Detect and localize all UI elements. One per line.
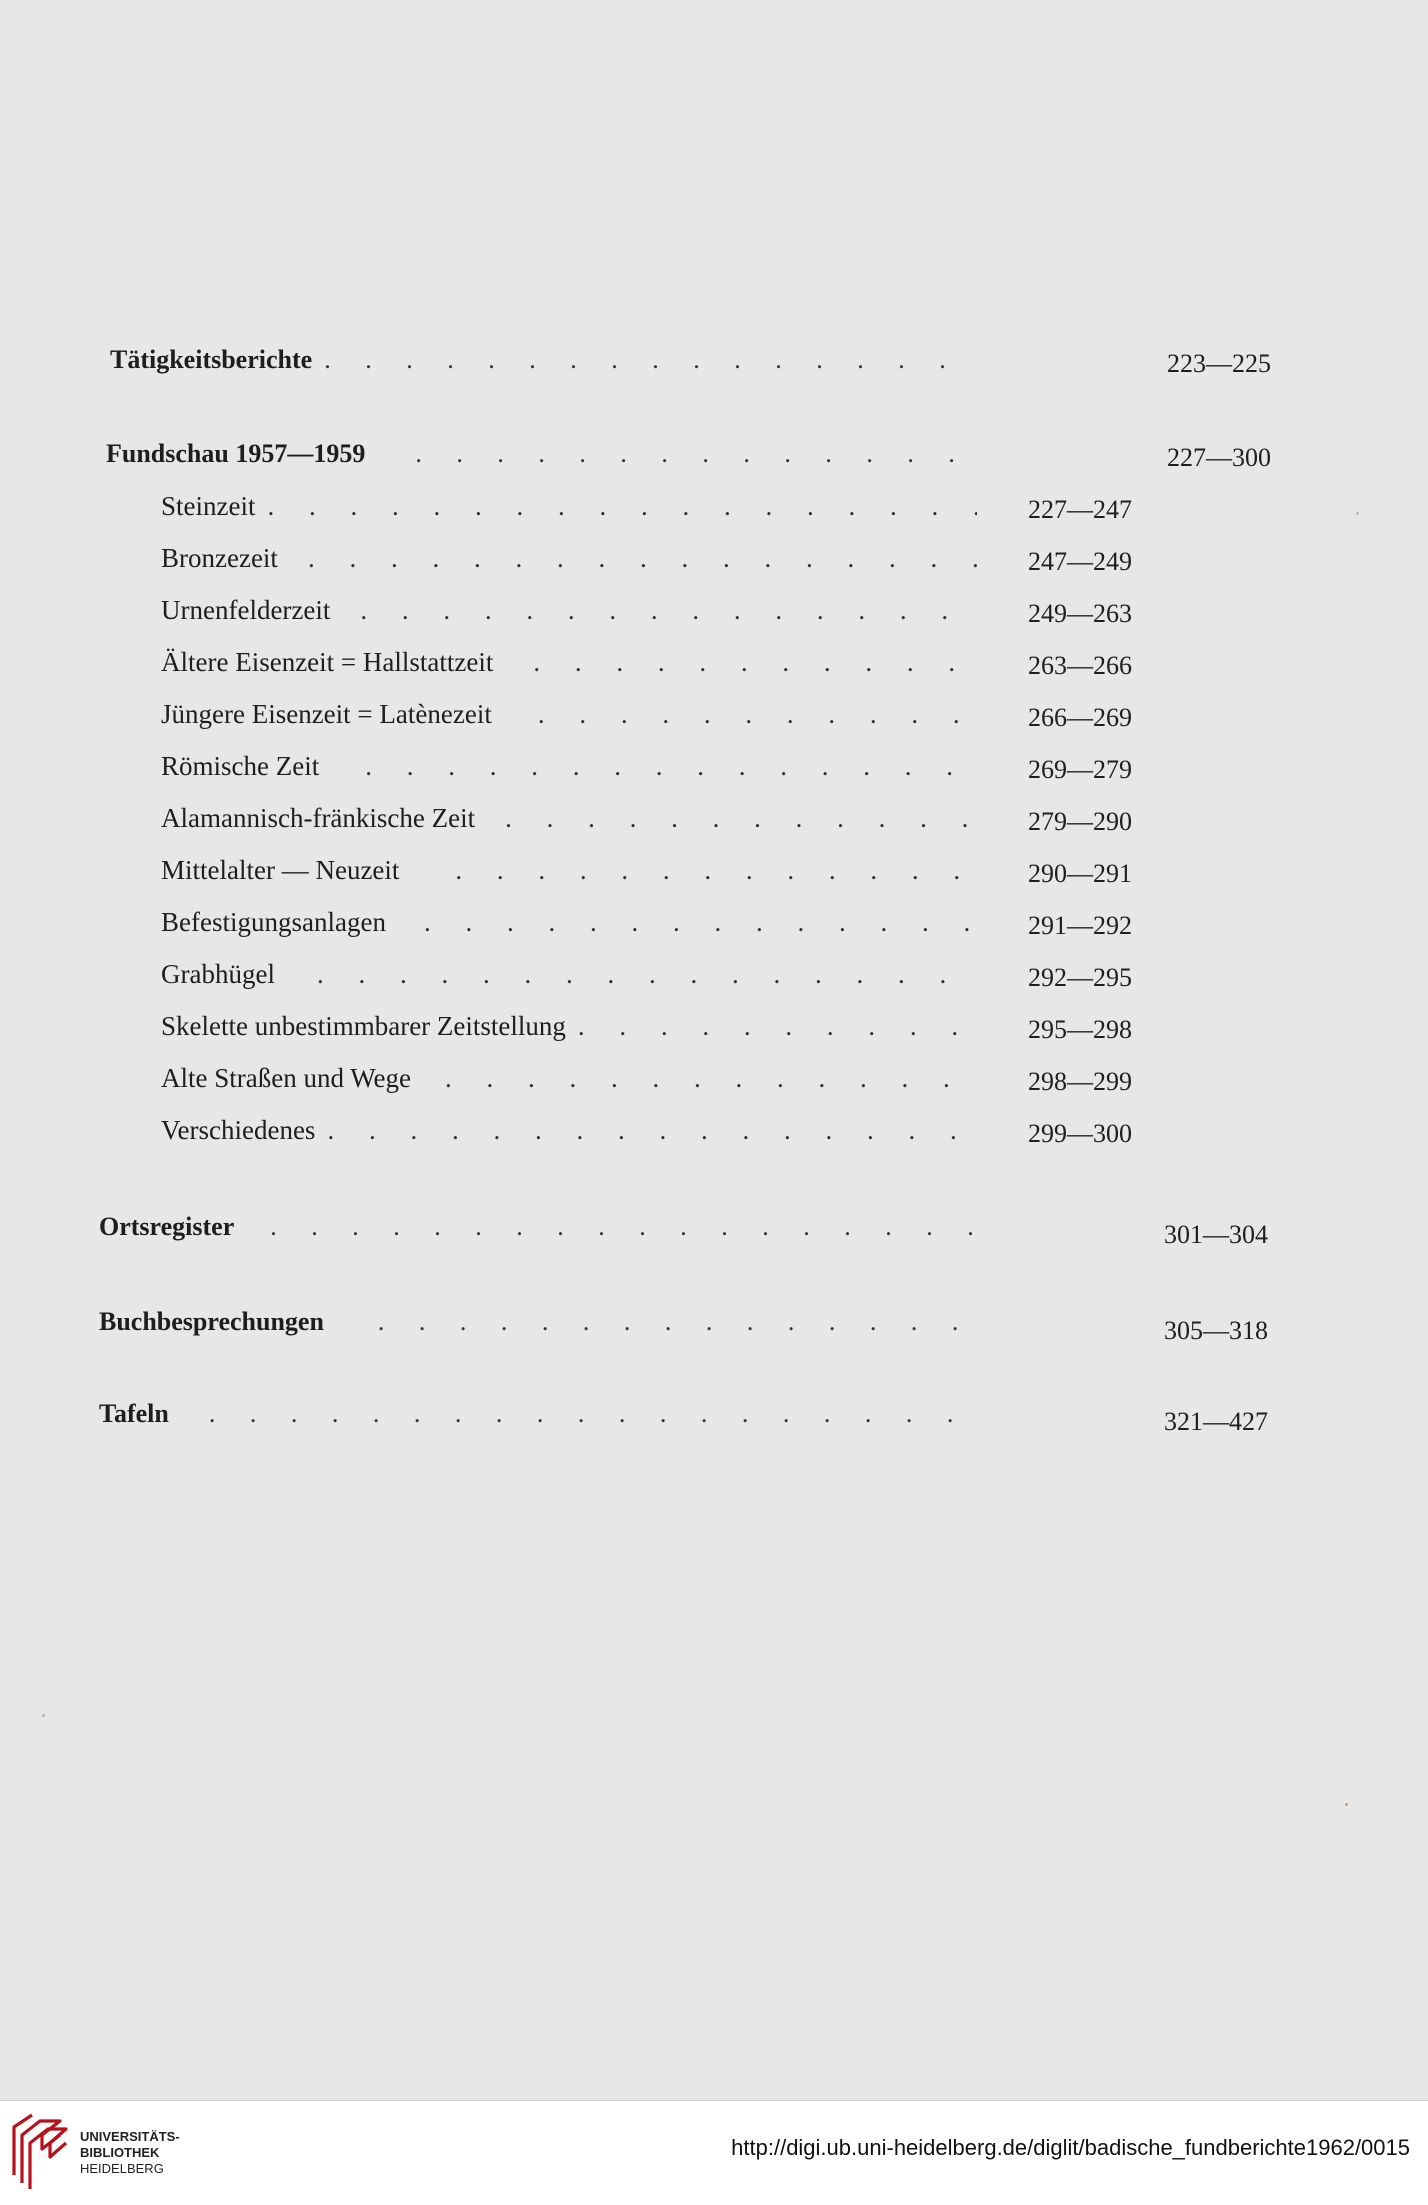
library-name	[80, 2129, 180, 2177]
dot-leader	[455, 850, 977, 890]
footer-bar	[0, 2100, 1428, 2205]
dot-leader	[308, 538, 977, 578]
dot-leader	[270, 1207, 978, 1247]
toc-subentry-roemische-zeit	[161, 746, 989, 786]
toc-subentry-pages: 227—247	[1028, 495, 1132, 524]
toc-subentry-pages: 279—290	[1028, 807, 1132, 836]
toc-subentry-label: Steinzeit	[161, 491, 256, 521]
toc-subentry-label: Alte Straßen und Wege	[161, 1063, 412, 1093]
toc-entry-fundschau	[106, 434, 990, 474]
library-logo-icon	[12, 2113, 72, 2193]
toc-subentry-pages: 298—299	[1028, 1067, 1132, 1096]
toc-subentry-juengere-eisenzeit	[161, 694, 989, 734]
toc-subentry-bronzezeit	[161, 538, 989, 578]
toc-subentry-pages: 290—291	[1028, 859, 1132, 888]
toc-subentry-label: Verschiedenes	[161, 1115, 316, 1145]
dot-leader	[327, 1110, 977, 1150]
dot-leader	[578, 1006, 977, 1046]
toc-subentry-pages: 263—266	[1028, 651, 1132, 680]
toc-entry-ortsregister	[99, 1207, 990, 1247]
dot-leader	[317, 954, 977, 994]
dot-leader	[360, 590, 977, 630]
toc-entry-buchbesprechungen	[99, 1302, 990, 1342]
toc-entry-pages: 227—300	[1167, 443, 1271, 472]
paper-speck	[1356, 512, 1359, 515]
toc-subentry-label: Jüngere Eisenzeit = Latènezeit	[161, 699, 492, 729]
toc-subentry-label: Urnenfelderzeit	[161, 595, 331, 625]
dot-leader	[267, 486, 977, 526]
dot-leader	[365, 746, 977, 786]
library-name-line3: HEIDELBERG	[80, 2161, 164, 2176]
toc-subentry-grabhuegel	[161, 954, 989, 994]
toc-subentry-skelette	[161, 1006, 989, 1046]
toc-subentry-label: Skelette unbestimmbarer Zeitstellung	[161, 1011, 566, 1041]
toc-subentry-pages: 247—249	[1028, 547, 1132, 576]
dot-leader	[415, 434, 978, 474]
toc-entry-label: Fundschau 1957—1959	[106, 439, 366, 468]
toc-entry-taetigkeitsberichte	[110, 340, 990, 380]
dot-leader	[424, 902, 977, 942]
toc-entry-label: Ortsregister	[99, 1212, 235, 1241]
toc-subentry-alamannisch-fraenkische-zeit	[161, 798, 989, 838]
toc-subentry-pages: 266—269	[1028, 703, 1132, 732]
toc-entry-pages: 301—304	[1164, 1220, 1268, 1249]
dot-leader	[209, 1394, 978, 1434]
paper-speck	[1345, 1803, 1348, 1806]
toc-subentry-verschiedenes	[161, 1110, 989, 1150]
toc-subentry-label: Alamannisch-fränkische Zeit	[161, 803, 476, 833]
dot-leader	[324, 340, 978, 380]
library-name-line2: BIBLIOTHEK	[80, 2145, 160, 2160]
toc-subentry-label: Grabhügel	[161, 959, 275, 989]
toc-entry-pages: 223—225	[1167, 349, 1271, 378]
dot-leader	[505, 798, 977, 838]
toc-subentry-mittelalter-neuzeit	[161, 850, 989, 890]
dot-leader	[445, 1058, 977, 1098]
toc-subentry-label: Mittelalter — Neuzeit	[161, 855, 400, 885]
toc-subentry-label: Ältere Eisenzeit = Hallstattzeit	[161, 647, 494, 677]
toc-subentry-steinzeit	[161, 486, 989, 526]
toc-entry-label: Tafeln	[99, 1399, 169, 1428]
toc-subentry-pages: 295—298	[1028, 1015, 1132, 1044]
paper-speck	[42, 1714, 45, 1717]
toc-entry-tafeln	[99, 1394, 990, 1434]
toc-subentry-aeltere-eisenzeit	[161, 642, 989, 682]
toc-subentry-pages: 291—292	[1028, 911, 1132, 940]
dot-leader	[538, 694, 977, 734]
toc-subentry-label: Römische Zeit	[161, 751, 320, 781]
toc-subentry-pages: 299—300	[1028, 1119, 1132, 1148]
toc-entry-label: Tätigkeitsberichte	[110, 345, 313, 374]
toc-subentry-pages: 269—279	[1028, 755, 1132, 784]
toc-subentry-urnenfelderzeit	[161, 590, 989, 630]
dot-leader	[378, 1302, 978, 1342]
library-name-line1: UNIVERSITÄTS-	[80, 2129, 180, 2144]
dot-leader	[533, 642, 977, 682]
source-url[interactable]: http://digi.ub.uni-heidelberg.de/diglit/badische_fundberichte1962/0015	[731, 2135, 1410, 2160]
toc-subentry-alte-strassen	[161, 1058, 989, 1098]
toc-subentry-label: Befestigungsanlagen	[161, 907, 386, 937]
toc-entry-pages: 305—318	[1164, 1316, 1268, 1345]
toc-subentry-pages: 249—263	[1028, 599, 1132, 628]
toc-entry-pages: 321—427	[1164, 1407, 1268, 1436]
toc-entry-label: Buchbesprechungen	[99, 1307, 324, 1336]
toc-subentry-label: Bronzezeit	[161, 543, 278, 573]
toc-subentry-befestigungsanlagen	[161, 902, 989, 942]
toc-subentry-pages: 292—295	[1028, 963, 1132, 992]
